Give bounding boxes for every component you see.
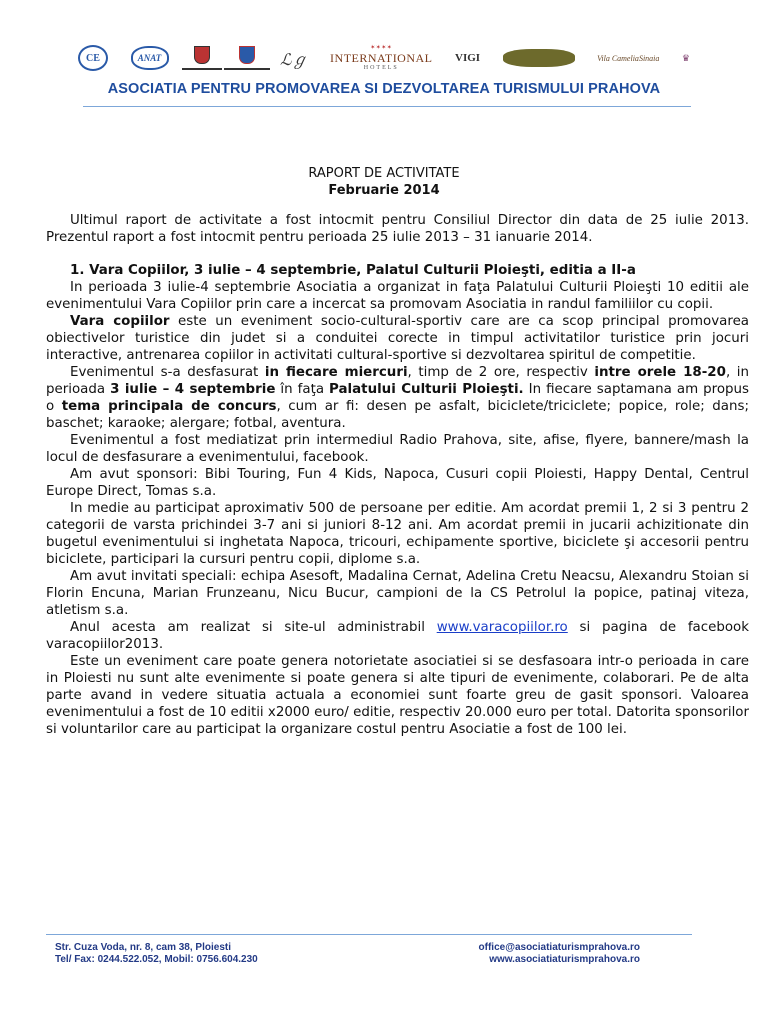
organization-name: ASOCIATIA PENTRU PROMOVAREA SI DEZVOLTAREA TURISMULUI PRAHOVA [107, 81, 661, 97]
paragraph: Vara copiilor este un eveniment socio-cultural-sportiv care are ca scop principal promovarea obiectivelor turistice din judet si a conduitei corecte in timpul activitatilor turistice prin jocuri interactive, antrenarea copiilor in activitati cultural-sportive si dezvoltarea spiritul de competitie. [46, 314, 750, 363]
report-body [46, 212, 749, 738]
footer-contact [55, 942, 258, 966]
prahova-coat-of-arms-logo [236, 45, 258, 71]
footer-online [479, 942, 640, 966]
paragraph: Evenimentul s-a desfasurat in fiecare miercuri, timp de 2 ore, respectiv intre orele 18-20, in perioada 3 iulie – 4 septembrie în faţa Palatului Culturii Ploieşti. In fiecare saptamana am propus o tema principala de concurs, cum ar fi: desen pe asfalt, biciclete/triciclete; popice, role; dans; baschet; karaoke; alergare; fotbal, aventura. [46, 365, 750, 431]
report-title: RAPORT DE ACTIVITATE [308, 166, 460, 181]
vigi-logo: VIGI [455, 52, 481, 64]
paragraph: Este un eveniment care poate genera notorietate asociatiei si se desfasoara intr-o perioada in care in Ploiesti nu sunt alte evenimente si poate genera si alte tipuri de evenimente, colaborari. Pe de alta parte avand in vedere situatia actuala a economiei sunt foarte greu de gasit sponsori. Valoarea evenimentului a fost de 10 editii x2000 euro/ editie, respectiv 20.000 euro per total. Datorita sponsorilor si voluntarilor care au participat la organizare costul pentru Asociatie a fost de 100 lei. [46, 654, 749, 737]
paragraph: In medie au participat aproximativ 500 de persoane per editie. Am acordat premii 1, 2 si 3 pentru 2 categorii de varsta prichindei 3-7 ani si juniori 8-12 ani. Am acordat premii in jucarii achizitionate din bugetul evenimentului si inghetata Napoca, tricouri, echipamente sportive, biciclete şi accesorii pentru biciclete, participari la cursuri pentru copii, diplome s.a. [46, 501, 749, 567]
footer-website[interactable]: www.asociatiaturismprahova.ro [489, 954, 640, 965]
vila-camelia-logo: Vila Camelia Sinaia [597, 53, 660, 63]
paragraph: In perioada 3 iulie-4 septembrie Asociatia a organizat in faţa Palatului Culturii Ploieşti 10 editii ale evenimentului Vara Copiilor prin care a incercat sa promovam Asociatia in randul familiilor cu copii. [46, 280, 749, 312]
section-heading: 1. Vara Copiilor, 3 iulie – 4 septembrie, Palatul Culturii Ploieşti, editia a II-a [70, 263, 636, 278]
partner-logos [78, 38, 690, 78]
varacopiilor-link[interactable]: www.varacopiilor.ro [436, 620, 568, 635]
paragraph: Am avut sponsori: Bibi Touring, Fun 4 Kids, Napoca, Cusuri copii Ploiesti, Happy Dental, Centrul Europe Direct, Tomas s.a. [46, 467, 749, 499]
consiliul-judetean-logo [191, 45, 213, 71]
anat-logo: ANAT [131, 46, 169, 70]
international-hotels-logo: ✶✶✶✶ INTERNATIONAL HOTELS [330, 45, 433, 71]
footer-email[interactable]: office@asociatiaturismprahova.ro [478, 942, 640, 953]
paragraph: Evenimentul a fost mediatizat prin intermediul Radio Prahova, site, afise, flyere, bannere/mash la locul de desfasurare a evenimentului, facebook. [46, 433, 749, 465]
header-divider [83, 106, 691, 107]
paragraph: Am avut invitati speciali: echipa Asesoft, Madalina Cernat, Adelina Cretu Neacsu, Alexandru Stoian si Florin Encuna, Marian Frunzeanu, Nicu Bucur, campioni de la CS Petrolul la popice, patinaj viteza, atletism s.a. [46, 569, 749, 618]
footer-address: Str. Cuza Voda, nr. 8, cam 38, Ploiesti [55, 942, 231, 953]
crown-logo: ♛ [681, 52, 690, 63]
winery-logo [503, 49, 575, 67]
footer-phones: Tel/ Fax: 0244.522.052, Mobil: 0756.604.230 [55, 954, 258, 965]
report-period: Februarie 2014 [328, 183, 440, 198]
intro-paragraph: Ultimul raport de activitate a fost intocmit pentru Consiliul Director din data de 25 iulie 2013. Prezentul raport a fost intocmit pentru perioada 25 iulie 2013 – 31 ianuarie 2014. [46, 213, 749, 245]
paragraph: Anul acesta am realizat si site-ul administrabil www.varacopiilor.ro si pagina de facebook varacopiilor2013. [46, 620, 749, 652]
footer-divider [46, 934, 692, 935]
ce-logo: CE [78, 45, 108, 71]
university-logo: ℒℊ [280, 51, 308, 69]
